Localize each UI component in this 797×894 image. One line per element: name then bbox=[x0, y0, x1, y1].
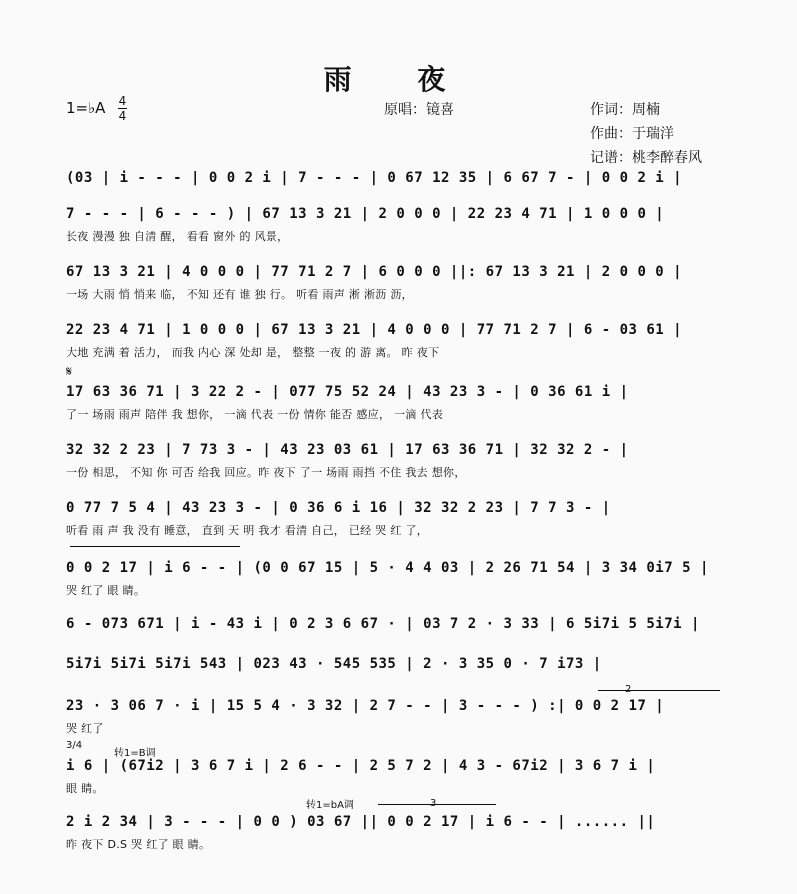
lyric-row: 长夜 漫漫 独 自清 醒， 看看 窗外 的 风景， bbox=[66, 230, 289, 243]
time-signature-top: 4 bbox=[118, 94, 127, 108]
composer: 作曲：于瑞洋 bbox=[590, 126, 674, 142]
triplet-label: 3 bbox=[430, 798, 437, 809]
modulation-label-2: 转1=bA调 bbox=[306, 800, 354, 811]
original-singer: 原唱：镜喜 bbox=[384, 102, 454, 118]
notation-row: 23 · 3 06 7 · i | 15 5 4 · 3 32 | 2 7 - - | 3 - - - ) :| 0 0 2 17 | bbox=[66, 698, 665, 714]
time-signature-bottom: 4 bbox=[118, 109, 127, 123]
lyric-row: 听看 雨 声 我 没有 睡意， 直到 天 明 我才 看清 自己， 已经 哭 红 了， bbox=[66, 524, 429, 537]
volta-2-label: 2 bbox=[625, 684, 632, 695]
notation-row: (03 | i - - - | 0 0 2 i | 7 - - - | 0 67 12 35 | 6 67 7 - | 0 0 2 i | bbox=[66, 170, 683, 186]
volta-2-bracket bbox=[598, 690, 720, 691]
lyric-row: 大地 充满 着 活力， 而我 内心 深 处却 是， 整整 一夜 的 游 离。 昨 夜下 bbox=[66, 346, 440, 359]
notation-row: 2 i 2 34 | 3 - - - | 0 0 ) 03 67 || 0 0 2 17 | i 6 - - | ...... || bbox=[66, 814, 656, 830]
key-signature: 1=♭A bbox=[66, 99, 106, 117]
lyric-row: 哭 红了 bbox=[66, 722, 104, 735]
notation-row: 7 - - - | 6 - - - ) | 67 13 3 21 | 2 0 0 0 | 22 23 4 71 | 1 0 0 0 | bbox=[66, 206, 665, 222]
lyric-row: 了一 场雨 雨声 陪伴 我 想你， 一滴 代表 一份 情你 能否 感应， 一滴 代表 bbox=[66, 408, 444, 421]
notation-row: 22 23 4 71 | 1 0 0 0 | 67 13 3 21 | 4 0 0 0 | 77 71 2 7 | 6 - 03 61 | bbox=[66, 322, 683, 338]
notation-row: 32 32 2 23 | 7 73 3 - | 43 23 03 61 | 17 63 36 71 | 32 32 2 - | bbox=[66, 442, 629, 458]
song-title: 雨 夜 bbox=[323, 63, 474, 96]
lyricist: 作词：周楠 bbox=[590, 102, 660, 118]
time-signature bbox=[118, 95, 127, 122]
notation-row: 67 13 3 21 | 4 0 0 0 | 77 71 2 7 | 6 0 0 0 ||: 67 13 3 21 | 2 0 0 0 | bbox=[66, 264, 683, 280]
triplet-bracket bbox=[378, 804, 496, 805]
notation-row: 0 0 2 17 | i 6 - - | (0 0 67 15 | 5 · 4 4 03 | 2 26 71 54 | 3 34 0i7 5 | bbox=[66, 560, 709, 576]
modulation-label-1: 转1=B调 bbox=[114, 748, 156, 759]
lyric-row: 眼 睛。 bbox=[66, 782, 104, 795]
notation-row: 5i7i 5i7i 5i7i 543 | 023 43 · 545 535 | 2 · 3 35 0 · 7 i73 | bbox=[66, 656, 602, 672]
time-change-label: 3/4 bbox=[66, 740, 83, 751]
notation-row: 0 77 7 5 4 | 43 23 3 - | 0 36 6 i 16 | 32 32 2 23 | 7 7 3 - | bbox=[66, 500, 611, 516]
notation-row: 6 - 073 671 | i - 43 i | 0 2 3 6 67 · | 03 7 2 · 3 33 | 6 5i7i 5 5i7i | bbox=[66, 616, 700, 632]
lyric-row: 哭 红了 眼 睛。 bbox=[66, 584, 146, 597]
lyric-row: 一场 大雨 悄 悄来 临， 不知 还有 谁 独 行。 听看 雨声 淅 淅沥 沥， bbox=[66, 288, 413, 301]
lyric-row: 一份 相思， 不知 你 可否 给我 回应。昨 夜下 了一 场雨 雨挡 不住 我去 想你， bbox=[66, 466, 466, 479]
notation-row: 17 63 36 71 | 3 22 2 - | 077 75 52 24 | 43 23 3 - | 0 36 61 i | bbox=[66, 384, 629, 400]
notation-row: i 6 | (67i2 | 3 6 7 i | 2 6 - - | 2 5 7 2 | 4 3 - 67i2 | 3 6 7 i | bbox=[66, 758, 656, 774]
lyric-row: 昨 夜下 D.S 哭 红了 眼 睛。 bbox=[66, 838, 211, 851]
triplet-bracket-2 bbox=[70, 546, 240, 547]
segno-mark: 𝄋 bbox=[66, 364, 73, 380]
transcriber: 记谱：桃李醉春风 bbox=[590, 150, 702, 166]
